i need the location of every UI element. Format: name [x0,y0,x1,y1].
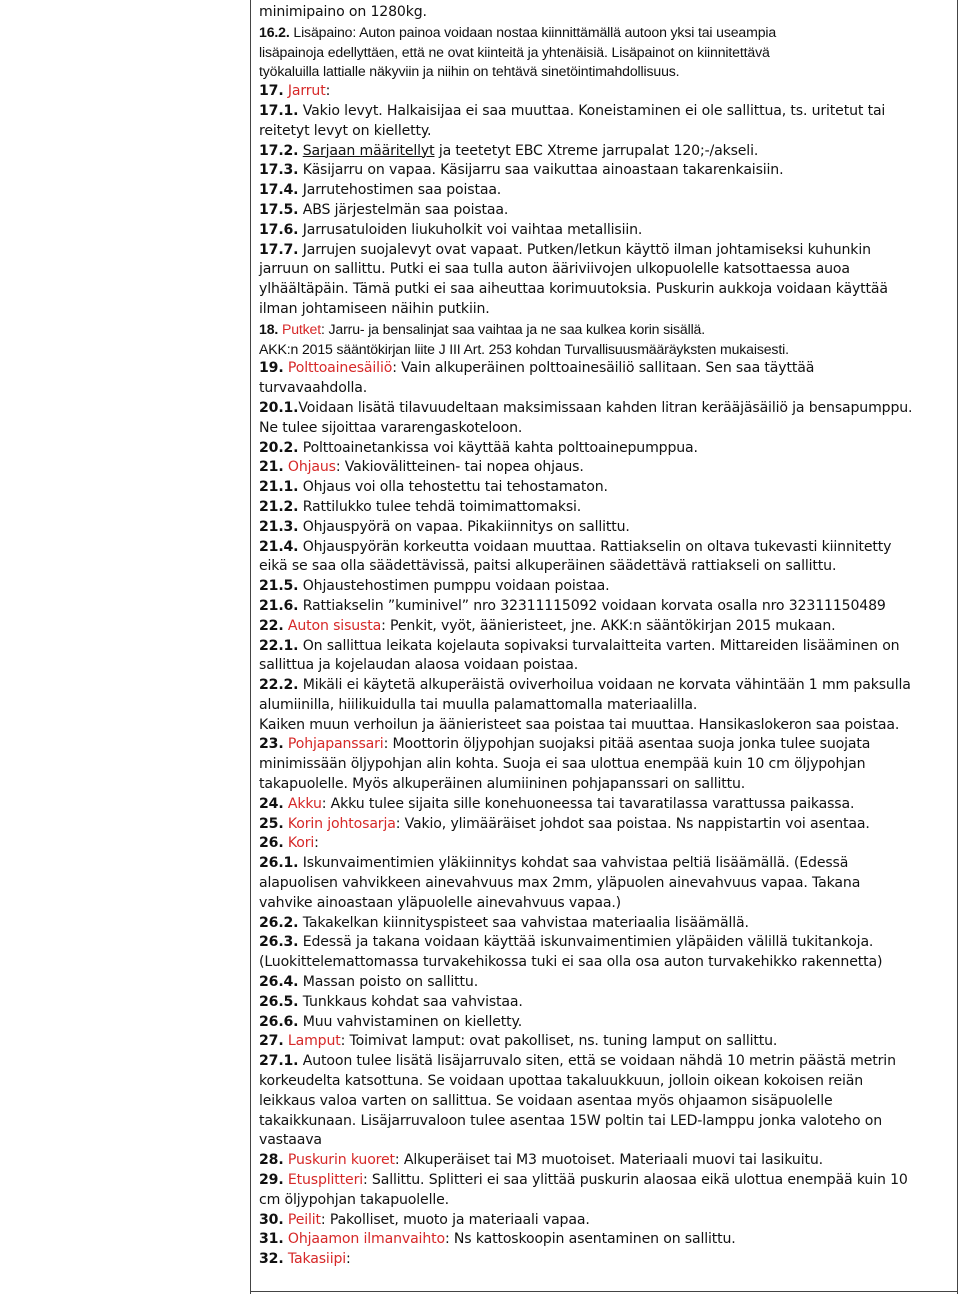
body-text: Vakio levyt. Halkaisijaa ei saa muuttaa. Koneistaminen ei ole sallittua, ts. uritetut tai [298,102,886,119]
body-text: Iskunvaimentimien yläkiinnitys kohdat saa vahvistaa peltiä lisäämällä. (Edessä [298,855,849,872]
text-line [259,914,949,934]
section-heading: Pohjapanssari [287,736,384,753]
section-number: 18. [259,320,279,337]
text-line [259,241,949,261]
section-number: 26.3. [259,934,299,951]
text-line [259,716,949,736]
section-number: 20.1. [259,399,299,416]
rules-text-cell [259,3,949,1270]
body-text: Ne tulee sijoittaa vararengaskoteloon. [259,419,523,436]
body-text: Voidaan lisätä tilavuudeltaan maksimissaan kahden litran kerääjäsäiliö ja bensapumppu. [298,399,913,416]
text-line [259,637,949,657]
text-line [259,973,949,993]
section-number: 26.2. [259,914,299,931]
body-text: : Ns kattoskoopin asentaminen on sallittu. [444,1231,736,1248]
body-text: Takakelkan kiinnityspisteet saa vahvistaa materiaalia lisäämällä. [298,914,749,931]
body-text: : Toimivat lamput: ovat pakolliset, ns. tuning lamput on sallittu. [340,1033,778,1050]
body-text: Ohjauspyörän korkeutta voidaan muuttaa. Rattiakselin on oltava tukevasti kiinnitetty [298,538,892,555]
text-line [259,458,949,478]
section-number: 26.5. [259,993,299,1010]
section-number: 29. [259,1172,284,1189]
table-left-border [250,0,251,1294]
text-line [259,735,949,755]
section-number: 23. [259,736,284,753]
text-line [259,122,949,142]
text-line [259,894,949,914]
text-line [259,181,949,201]
body-text: vastaava [259,1132,322,1149]
body-text: : Vakio, ylimääräiset johdot saa poistaa. Ns nappistartin voi asentaa. [395,815,870,832]
text-line [259,82,949,102]
section-number: 25. [259,815,284,832]
section-number: 26.1. [259,855,299,872]
section-heading: Jarrut [287,83,326,100]
body-text: Autoon tulee lisätä lisäjarruvalo siten, että se voidaan nähdä 10 metrin päästä metrin [298,1053,896,1070]
body-text: jarruun on sallittu. Putki ei saa tulla auton ääriviivojen ulkopuolelle katsottaessa auoa [259,261,850,278]
body-text: ilman johtamiseen näihin putkiin. [259,300,490,317]
body-text: : Pakolliset, muoto ja materiaali vapaa. [320,1211,590,1228]
section-heading: Auton sisusta [287,617,382,634]
text-line [259,1072,949,1092]
body-text: : [314,835,319,852]
body-text: Massan poisto on sallittu. [298,974,479,991]
section-heading: Putket [281,320,321,337]
body-text: cm öljypohjan takapuolelle. [259,1191,449,1208]
text-line [259,1171,949,1191]
text-line [259,1013,949,1033]
underlined-text: Sarjaan määritellyt [302,142,435,159]
text-line [259,1032,949,1052]
body-text: Ohjaustehostimen pumppu voidaan poistaa. [298,578,610,595]
section-number: 30. [259,1211,284,1228]
body-text: Jarrusatuloiden liukuholkit voi vaihtaa metallisiin. [298,221,643,238]
body-text: Tunkkaus kohdat saa vahvistaa. [298,993,523,1010]
body-text: sallittua ja kojelaudan alaosa voidaan poistaa. [259,657,579,674]
text-line [259,478,949,498]
section-number: 22.1. [259,637,299,654]
body-text: Rattiakselin ”kuminivel” nro 32311115092 voidaan korvata osalla nro 32311150489 [298,597,886,614]
body-text: On sallittua leikata kojelauta sopivaksi turvalaitteita varten. Mittareiden lisääminen on [298,637,900,654]
text-line [259,102,949,122]
text-line [259,201,949,221]
text-line [259,676,949,696]
section-number: 17.6. [259,221,299,238]
body-text: : Vakiovälitteinen- tai nopea ohjaus. [335,459,584,476]
body-text: Rattilukko tulee tehdä toimimattomaksi. [298,498,582,515]
text-line [259,3,949,23]
text-line [259,538,949,558]
section-number: 27.1. [259,1053,299,1070]
section-number: 26. [259,835,284,852]
text-line [259,518,949,538]
text-line [259,379,949,399]
body-text: työkaluilla lattialle näkyviin ja niihin on tehtävä sinetöintimahdollisuus. [259,63,680,80]
body-text: minimissään öljypohjan alin kohta. Suoja ei saa ulottua enempää kuin 10 cm öljypohjan [259,756,866,773]
section-number: 17.2. [259,142,299,159]
text-line [259,953,949,973]
body-text: : Jarru- ja bensalinjat saa vaihtaa ja ne saa kulkea korin sisällä. [321,320,706,337]
body-text: Ohjaus voi olla tehostettu tai tehostamaton. [298,479,608,496]
body-text: : Penkit, vyöt, äänieristeet, jne. AKK:n sääntökirjan 2015 mukaan. [381,617,836,634]
text-line [259,854,949,874]
text-line [259,43,949,63]
text-line [259,993,949,1013]
text-line [259,775,949,795]
text-line [259,221,949,241]
text-line [259,557,949,577]
section-number: 28. [259,1152,284,1169]
text-line [259,161,949,181]
section-number: 22.2. [259,677,299,694]
section-number: 17.1. [259,102,299,119]
section-heading: Peilit [287,1211,321,1228]
section-number: 21.3. [259,518,299,535]
section-number: 21.1. [259,479,299,496]
body-text: : Moottorin öljypohjan suojaksi pitää asentaa suoja jonka tulee suojata [383,736,871,753]
text-line [259,656,949,676]
body-text: Edessä ja takana voidaan käyttää iskunvaimentimien yläpäiden välillä tukitankoja. [298,934,874,951]
section-number: 32. [259,1251,284,1268]
body-text: AKK:n 2015 sääntökirjan liite J III Art. 253 kohdan Turvallisuusmääräyksten mukaisesti. [259,340,789,357]
text-line [259,755,949,775]
text-line [259,696,949,716]
section-heading: Etusplitteri [287,1172,363,1189]
section-heading: Polttoainesäiliö [287,360,393,377]
section-number: 27. [259,1033,284,1050]
text-line [259,1191,949,1211]
text-line [259,399,949,419]
text-line [259,320,949,340]
body-text: Jarrutehostimen saa poistaa. [298,182,502,199]
table-right-border [957,0,958,1294]
text-line [259,498,949,518]
section-number: 19. [259,360,284,377]
body-text: : Sallittu. Splitteri ei saa ylittää puskurin alaosaa eikä ulottua enempää kuin 10 [363,1172,908,1189]
table-bottom-border [250,1291,957,1292]
text-line [259,795,949,815]
text-line [259,1092,949,1112]
body-text: : Vain alkuperäinen polttoainesäiliö sallitaan. Sen saa täyttää [392,360,815,377]
section-number: 17.4. [259,182,299,199]
text-line [259,142,949,162]
body-text: takaikkunaan. Lisäjarruvaloon tulee asentaa 15W poltin tai LED-lamppu jonka valoteho on [259,1112,883,1129]
text-line [259,260,949,280]
body-text: Kaiken muun verhoilun ja äänieristeet saa poistaa tai muuttaa. Hansikaslokeron saa poistaa. [259,716,900,733]
section-heading: Akku [287,795,322,812]
text-line [259,1131,949,1151]
text-line [259,439,949,459]
body-text: Muu vahvistaminen on kielletty. [298,1013,523,1030]
section-number: 21.5. [259,578,299,595]
section-number: 21. [259,459,284,476]
section-heading: Takasiipi [287,1251,347,1268]
text-line [259,300,949,320]
body-text: : [325,83,331,100]
body-text: minimipaino on 1280kg. [259,4,427,20]
body-text: Käsijarru on vapaa. Käsijarru saa vaikuttaa ainoastaan takarenkaisiin. [298,162,784,179]
body-text: ja teetetyt EBC Xtreme jarrupalat 120;-/akseli. [434,142,759,159]
text-line [259,1112,949,1132]
body-text: reitetyt levyt on kielletty. [259,122,432,139]
text-line [259,1151,949,1171]
section-number: 31. [259,1231,284,1248]
section-heading: Puskurin kuoret [287,1152,395,1169]
text-line [259,1052,949,1072]
body-text: leikkaus valoa varten on sallittua. Se voidaan asentaa myös ohjaamon sisäpuolelle [259,1092,833,1109]
text-line [259,419,949,439]
text-line [259,815,949,835]
body-text: alumiinilla, hiilikuidulla tai muulla palamattomalla materiaalilla. [259,696,698,713]
body-text: : Alkuperäiset tai M3 muotoiset. Materiaali muovi tai lasikuitu. [394,1152,823,1169]
text-line [259,933,949,953]
body-text: Ohjauspyörä on vapaa. Pikakiinnitys on sallittu. [298,518,630,535]
body-text: vahvike ainoastaan yläpuolelle ainevahvuus vapaa.) [259,894,622,911]
section-heading: Korin johtosarja [287,815,396,832]
section-number: 20.2. [259,439,299,456]
section-number: 21.2. [259,498,299,515]
body-text: (Luokittelemattomassa turvakehikossa tuki ei saa olla osa auton turvakehikko rakennetta) [259,954,883,971]
body-text: Mikäli ei käytetä alkuperäistä oviverhoilua voidaan ne korvata vähintään 1 mm paksulla [298,677,911,694]
body-text: takapuolelle. Myös alkuperäinen alumiininen pohjapanssari on sallittu. [259,776,746,793]
body-text: Polttoainetankissa voi käyttää kahta polttoainepumppua. [298,439,698,456]
text-line [259,834,949,854]
section-number: 16.2. [259,23,290,40]
text-line [259,617,949,637]
body-text: Lisäpaino: Auton painoa voidaan nostaa kiinnittämällä autoon yksi tai useampia [289,23,777,40]
section-number: 24. [259,795,284,812]
text-line [259,1211,949,1231]
body-text: eikä se saa olla säädettävissä, paitsi alkuperäinen säädettävä rattiakseli on sallittu. [259,558,837,575]
text-line [259,1230,949,1250]
section-heading: Ohjaus [287,459,336,476]
text-line [259,359,949,379]
section-number: 17.7. [259,241,299,258]
section-heading: Kori [287,835,315,852]
body-text: alapuolisen vahvikkeen ainevahvuus max 2mm, yläpuolen ainevahvuus vapaa. Takana [259,875,861,892]
section-number: 17. [259,83,284,100]
text-line [259,597,949,617]
text-line [259,23,949,43]
body-text: turvavaahdolla. [259,380,368,397]
section-heading: Lamput [287,1033,341,1050]
section-number: 22. [259,617,284,634]
body-text: ABS järjestelmän saa poistaa. [298,201,509,218]
text-line [259,340,949,360]
section-number: 17.3. [259,162,299,179]
body-text: lisäpainoja edellyttäen, että ne ovat kiinteitä ja yhtenäisiä. Lisäpainot on kiinnitettävä [259,43,770,60]
body-text: ylhäältäpäin. Tämä putki ei saa aiheuttaa korimuutoksia. Puskurin aukkoja voidaan käyttää [259,281,888,298]
section-number: 26.4. [259,974,299,991]
text-line [259,874,949,894]
text-line [259,280,949,300]
text-line [259,1250,949,1270]
section-number: 17.5. [259,201,299,218]
text-line [259,577,949,597]
section-heading: Ohjaamon ilmanvaihto [287,1231,445,1248]
section-number: 21.6. [259,597,299,614]
body-text: korkeudelta katsottuna. Se voidaan upottaa takaluukkuun, jolloin oikean kokoisen reiän [259,1073,864,1090]
section-number: 26.6. [259,1013,299,1030]
body-text: : Akku tulee sijaita sille konehuoneessa tai tavaratilassa varattussa paikassa. [321,795,855,812]
text-line [259,62,949,82]
section-number: 21.4. [259,538,299,555]
body-text: : [346,1251,351,1268]
body-text: Jarrujen suojalevyt ovat vapaat. Putken/letkun käyttö ilman johtamiseksi kuhunkin [298,241,871,258]
